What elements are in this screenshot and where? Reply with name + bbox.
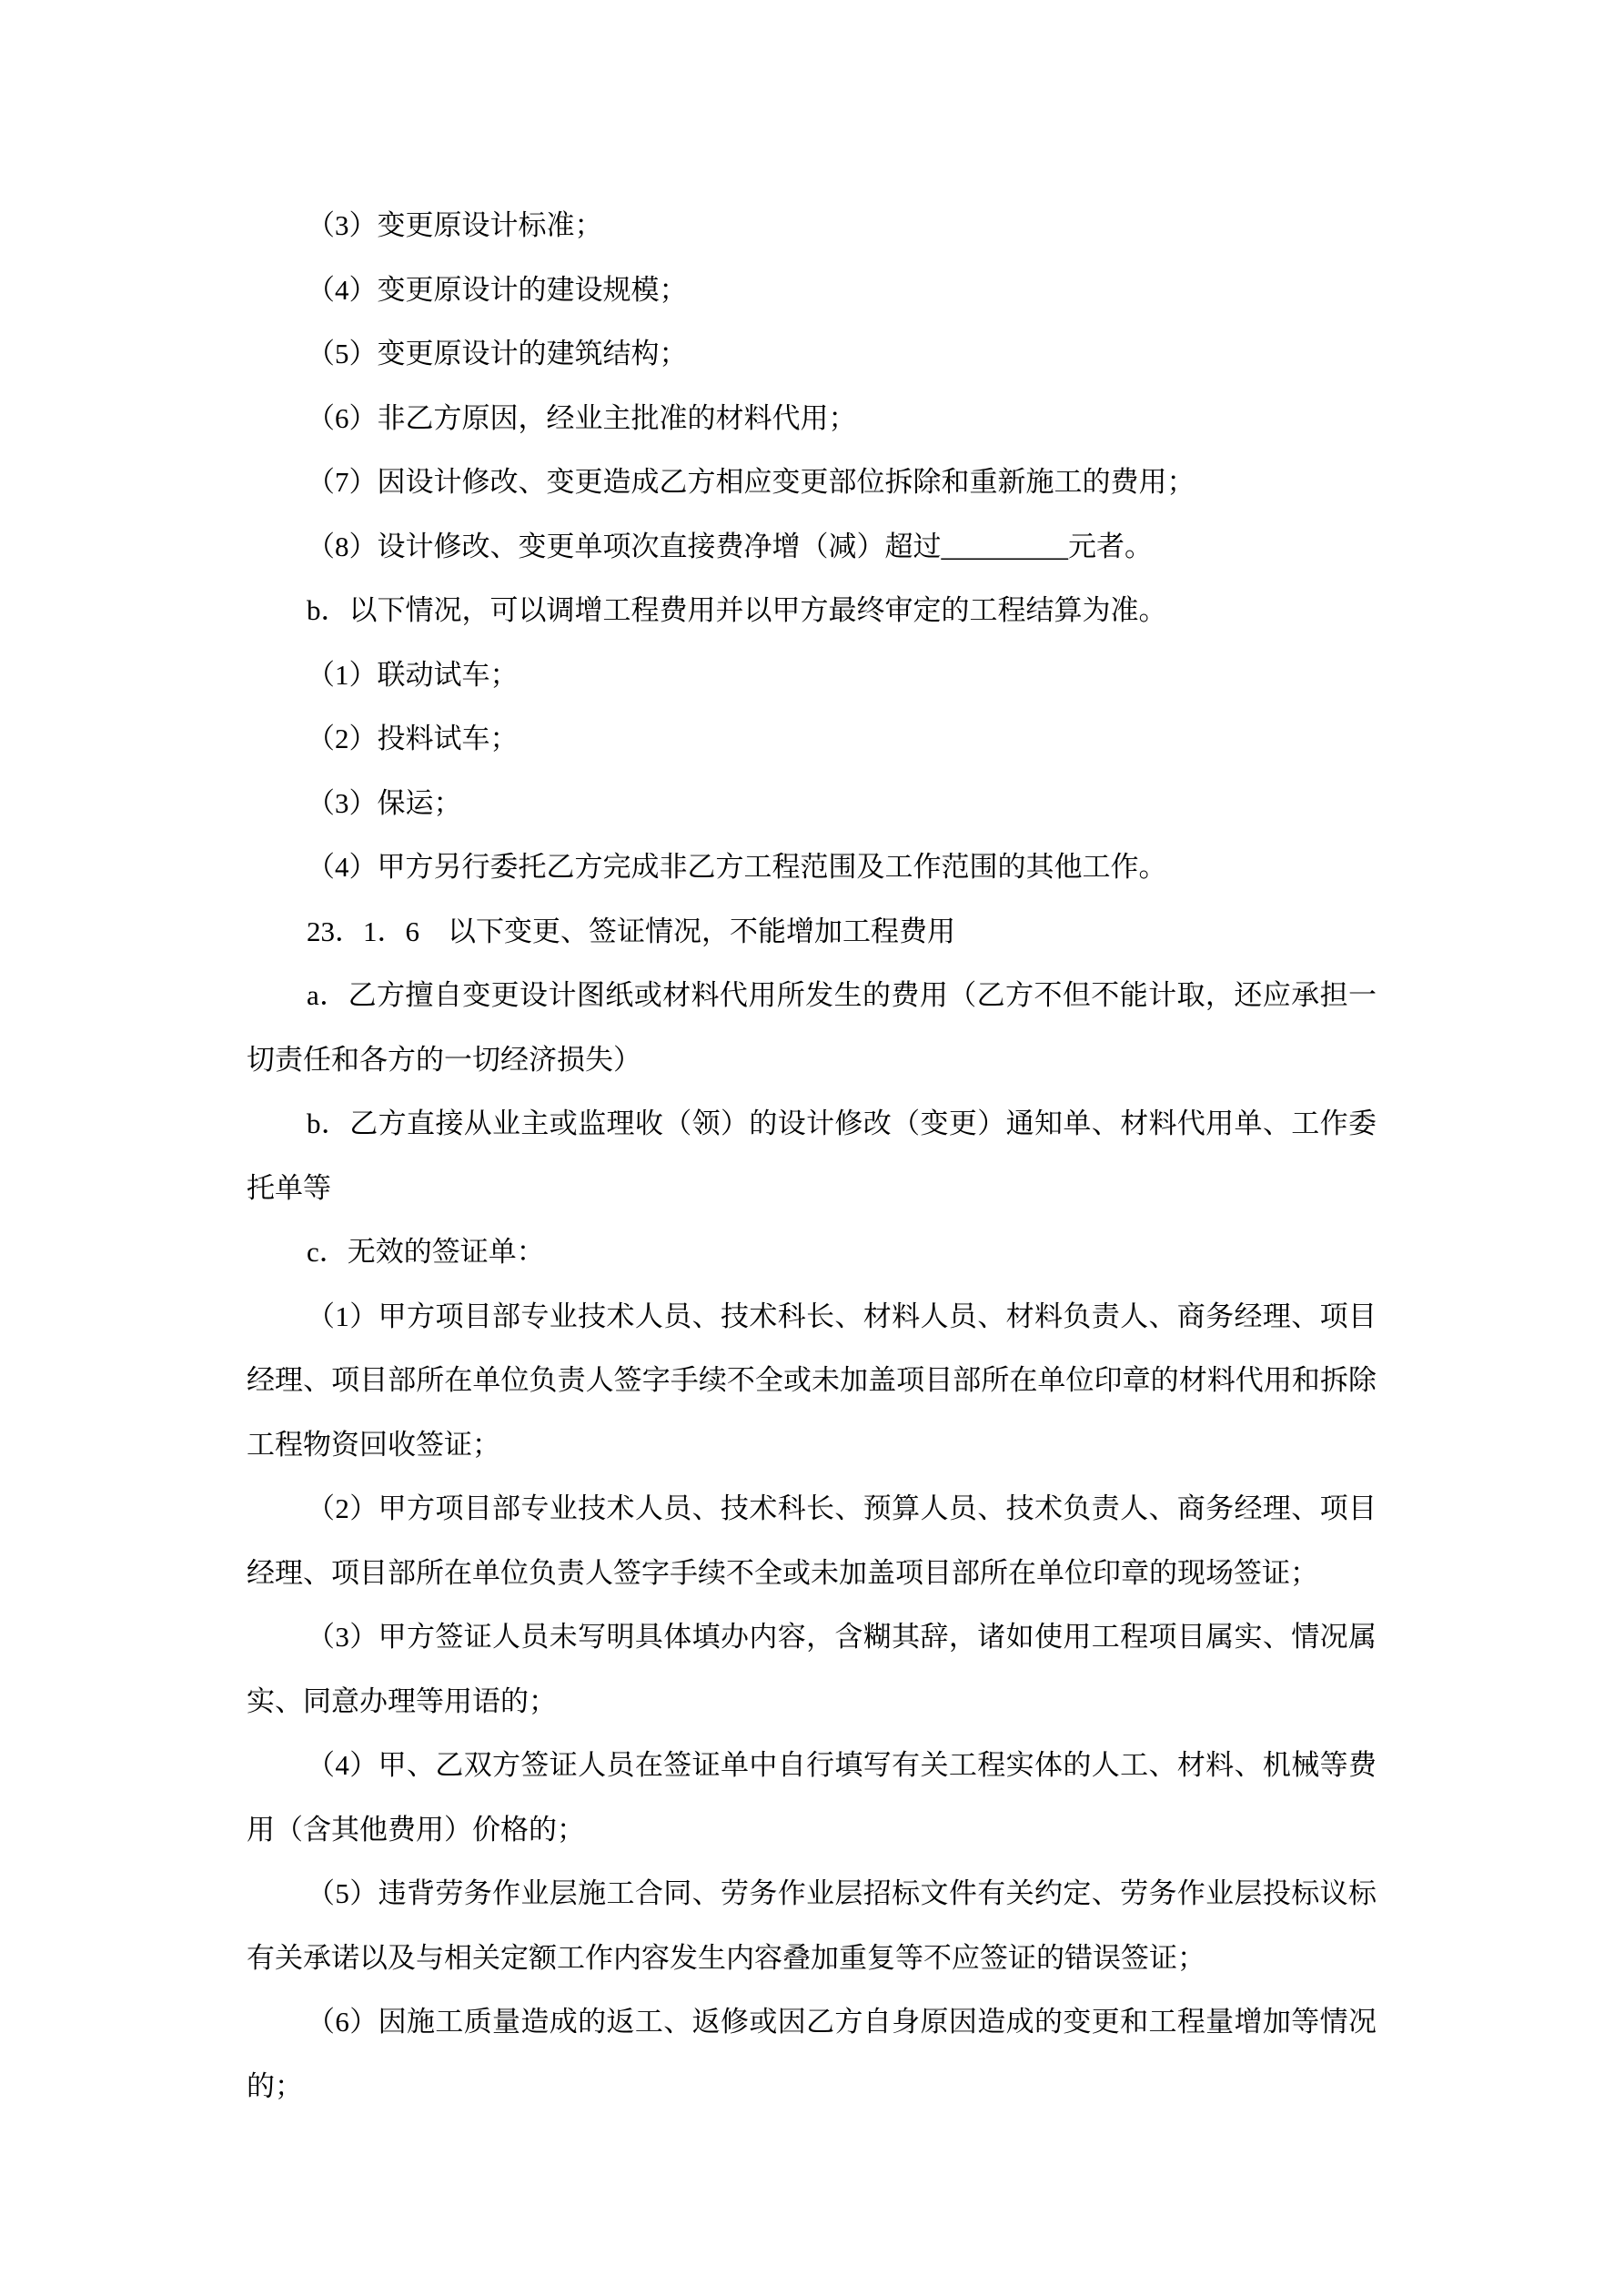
doc-line: a．乙方擅自变更设计图纸或材料代用所发生的费用（乙方不但不能计取，还应承担一 xyxy=(307,979,1377,1011)
doc-line: （3）变更原设计标准； xyxy=(307,209,603,241)
doc-line: 实、同意办理等用语的； xyxy=(247,1684,557,1717)
doc-line: （3）保运； xyxy=(307,786,462,819)
doc-line: （2）甲方项目部专业技术人员、技术科长、预算人员、技术负责人、商务经理、项目 xyxy=(307,1492,1377,1524)
doc-line: 托单等 xyxy=(247,1171,331,1204)
doc-line: （6）因施工质量造成的返工、返修或因乙方自身原因造成的变更和工程量增加等情况 xyxy=(307,2006,1377,2038)
doc-line: （4）甲方另行委托乙方完成非乙方工程范围及工作范围的其他工作。 xyxy=(307,851,1167,883)
doc-line: （1）联动试车； xyxy=(307,658,519,691)
doc-line: （7）因设计修改、变更造成乙方相应变更部位拆除和重新施工的费用； xyxy=(307,466,1195,498)
doc-line: 切责任和各方的一切经济损失） xyxy=(247,1043,641,1076)
doc-line: b．以下情况，可以调增工程费用并以甲方最终审定的工程结算为准。 xyxy=(307,594,1167,626)
doc-line: （4）甲、乙双方签证人员在签证单中自行填写有关工程实体的人工、材料、机械等费 xyxy=(307,1749,1377,1781)
doc-line: 的； xyxy=(247,2069,303,2102)
doc-line: c．无效的签证单： xyxy=(307,1236,545,1268)
doc-line: （5）违背劳务作业层施工合同、劳务作业层招标文件有关约定、劳务作业层投标议标 xyxy=(307,1877,1377,1909)
doc-line: （6）非乙方原因，经业主批准的材料代用； xyxy=(307,401,857,434)
doc-line: 有关承诺以及与相关定额工作内容发生内容叠加重复等不应签证的错误签证； xyxy=(247,1941,1205,1974)
doc-line: 用（含其他费用）价格的； xyxy=(247,1813,585,1846)
doc-line: b．乙方直接从业主或监理收（领）的设计修改（变更）通知单、材料代用单、工作委 xyxy=(307,1108,1377,1139)
doc-line: 经理、项目部所在单位负责人签字手续不全或未加盖项目部所在单位印章的材料代用和拆除 xyxy=(247,1364,1377,1396)
doc-line: 23．1．6 以下变更、签证情况，不能增加工程费用 xyxy=(307,915,955,947)
contract-document xyxy=(247,194,1377,2119)
doc-line: （4）变更原设计的建设规模； xyxy=(307,273,688,306)
doc-line: （8）设计修改、变更单项次直接费净增（减）超过_________元者。 xyxy=(307,530,1153,562)
doc-line: 经理、项目部所在单位负责人签字手续不全或未加盖项目部所在单位印章的现场签证； xyxy=(247,1556,1318,1589)
doc-line: （2）投料试车； xyxy=(307,723,519,754)
doc-line: 工程物资回收签证； xyxy=(247,1428,500,1461)
doc-line: （5）变更原设计的建筑结构； xyxy=(307,338,688,369)
doc-line: （1）甲方项目部专业技术人员、技术科长、材料人员、材料负责人、商务经理、项目 xyxy=(307,1300,1377,1332)
doc-line: （3）甲方签证人员未写明具体填办内容，含糊其辞，诸如使用工程项目属实、情况属 xyxy=(307,1621,1377,1653)
